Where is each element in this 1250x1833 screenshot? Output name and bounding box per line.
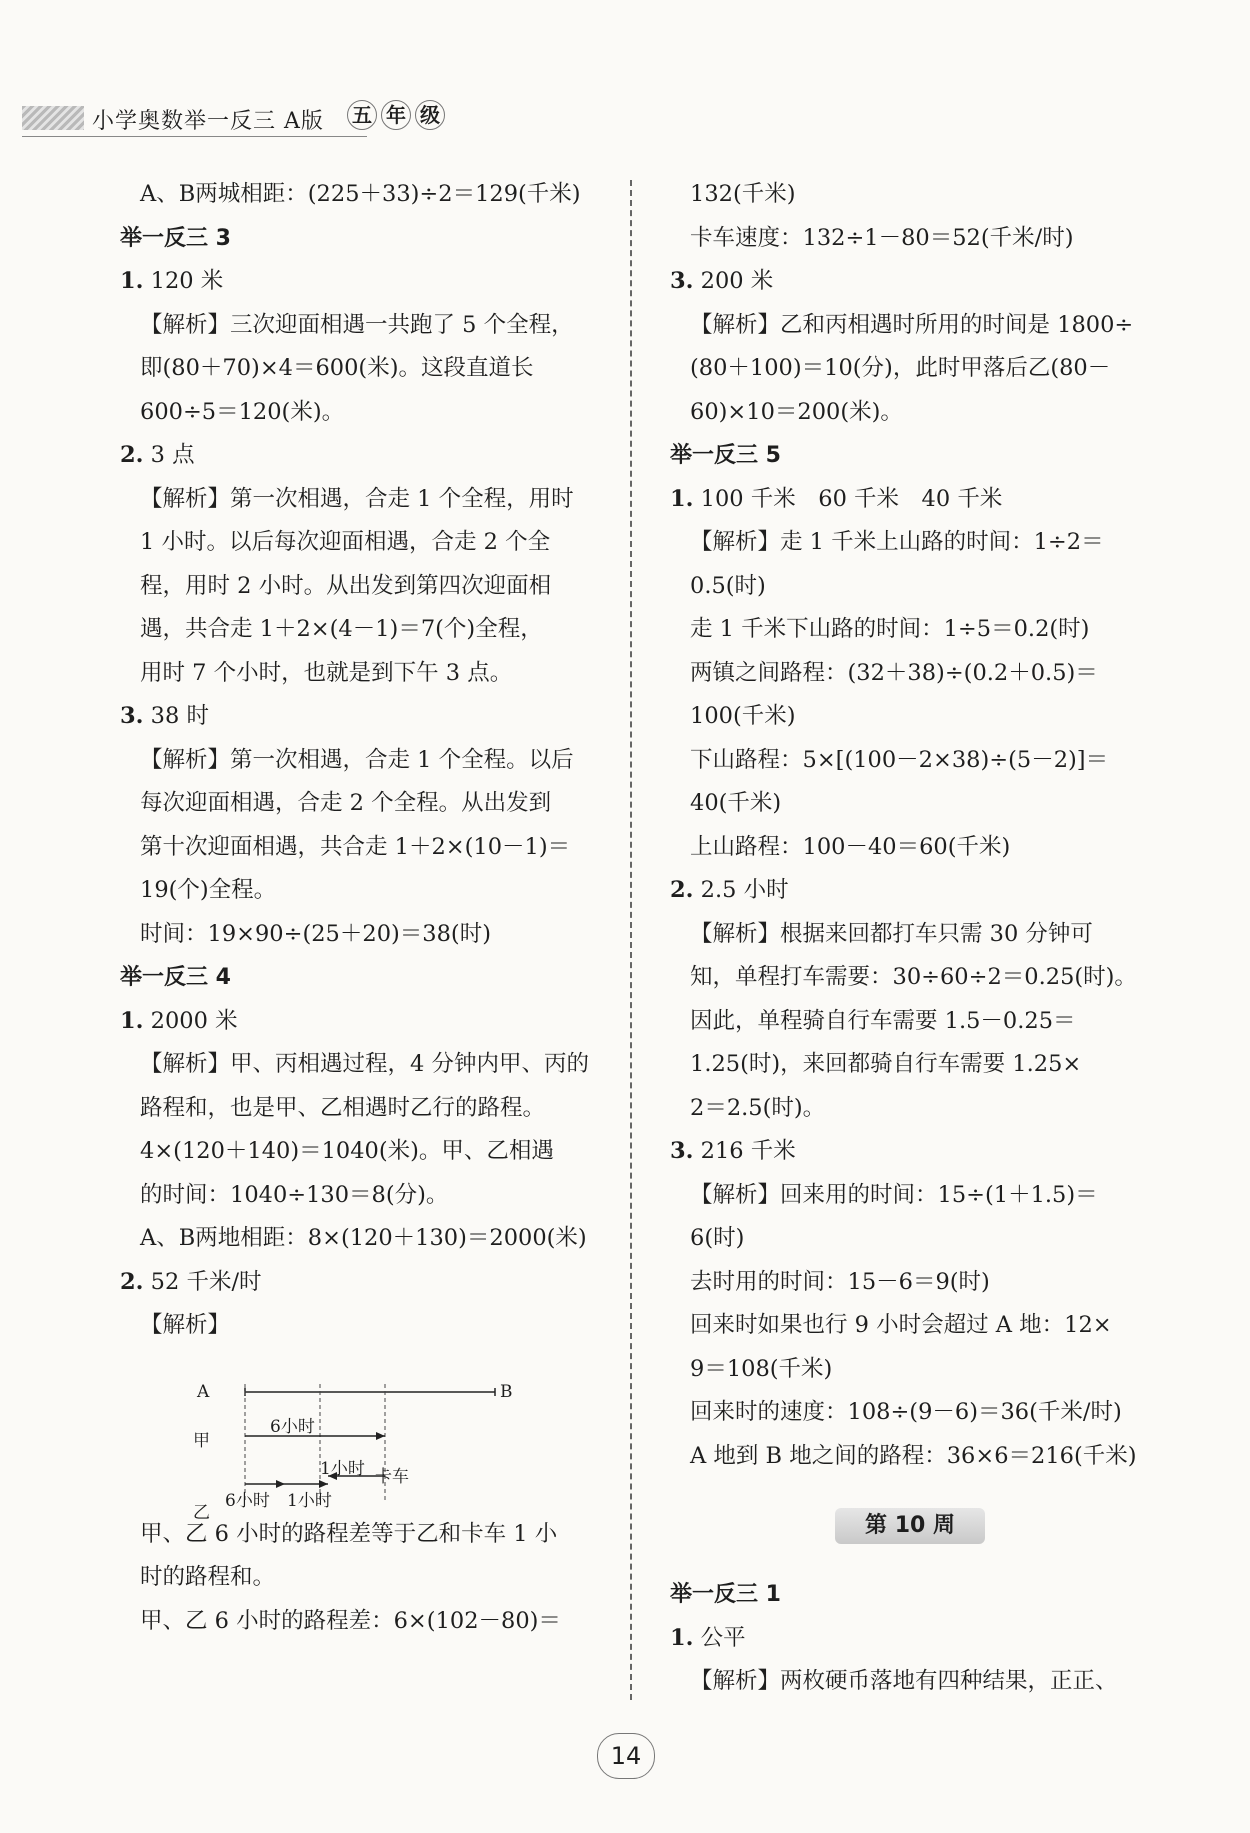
text-line: 上山路程：100－40＝60(千米)	[690, 833, 1011, 860]
answer-line	[670, 1617, 1155, 1661]
text-line: (80＋100)＝10(分)，此时甲落后乙(80－	[690, 355, 1111, 381]
page-number: 14	[597, 1733, 655, 1779]
text-line: 走 1 千米下山路的时间：1÷5＝0.2(时)	[690, 616, 1090, 642]
text-line: 【解析】	[140, 1312, 231, 1338]
text-line: 每次迎面相遇，合走 2 个全程。从出发到	[140, 790, 552, 816]
point-b-label: B	[500, 1382, 513, 1402]
section-heading: 举一反三 1	[670, 1582, 781, 1607]
text-line: 知，单程打车需要：30÷60÷2＝0.25(时)。	[690, 964, 1137, 990]
text-line: 去时用的时间：15－6＝9(时)	[690, 1268, 990, 1295]
text-line: 程，用时 2 小时。从出发到第四次迎面相	[140, 572, 552, 599]
answer-text: 3 点	[150, 442, 195, 468]
item-number: 3.	[670, 268, 694, 294]
text-line: 甲、乙 6 小时的路程差等于乙和卡车 1 小	[140, 1520, 558, 1547]
text-line: A 地到 B 地之间的路程：36×6＝216(千米)	[690, 1442, 1137, 1469]
answer-text: 216 千米	[700, 1138, 796, 1164]
right-column	[670, 173, 1155, 1704]
text-line: 40(千米)	[690, 790, 782, 816]
text-line: A、B两地相距：8×(120＋130)＝2000(米)	[140, 1225, 587, 1251]
text-line: 9＝108(千米)	[690, 1355, 833, 1382]
six-hours-label: 6小时	[270, 1417, 315, 1437]
book-title: 小学奥数举一反三 A版	[92, 109, 324, 134]
one-hour-label: 1小时	[287, 1491, 332, 1511]
answer-text: 2000 米	[150, 1007, 238, 1034]
answer-line	[670, 1130, 1155, 1174]
text-line: A、B两城相距：(225＋33)÷2＝129(千米)	[140, 181, 581, 207]
text-line: 路程和，也是甲、乙相遇时乙行的路程。	[140, 1094, 546, 1121]
grade-char: 级	[415, 100, 445, 130]
text-line: 遇，共合走 1＋2×(4－1)＝7(个)全程，	[140, 616, 543, 642]
text-line: 时的路程和。	[140, 1564, 276, 1590]
text-line: 【解析】根据来回都打车只需 30 分钟可	[690, 920, 1093, 947]
text-line: 0.5(时)	[690, 572, 766, 599]
answer-text: 200 米	[700, 268, 774, 294]
text-line: 回来时的速度：108÷(9－6)＝36(千米/时)	[690, 1399, 1122, 1425]
item-number: 1.	[670, 1624, 694, 1651]
text-line: 第十次迎面相遇，共合走 1＋2×(10－1)＝	[140, 833, 571, 860]
truck-label: 卡车	[375, 1467, 409, 1487]
answer-text: 38 时	[150, 703, 209, 729]
text-line: 4×(120＋140)＝1040(米)。甲、乙相遇	[140, 1138, 554, 1164]
text-line: 【解析】乙和丙相遇时所用的时间是 1800÷	[690, 311, 1134, 338]
answer-text: 2.5 小时	[700, 877, 789, 903]
text-line: 即(80＋70)×4＝600(米)。这段直道长	[140, 355, 534, 381]
answer-line	[670, 478, 1155, 522]
text-line: 19(个)全程。	[140, 877, 277, 903]
text-line: 因此，单程骑自行车需要 1.5－0.25＝	[690, 1007, 1076, 1034]
item-number: 1.	[120, 268, 144, 294]
text-line: 132(千米)	[690, 181, 796, 207]
answer-line	[670, 260, 1155, 304]
answer-line	[120, 434, 605, 478]
text-line: 6(时)	[690, 1225, 745, 1251]
week-badge: 第 10 周	[835, 1508, 985, 1544]
text-line: 甲、乙 6 小时的路程差：6×(102－80)＝	[140, 1607, 561, 1634]
answer-line	[120, 1261, 605, 1305]
text-line: 【解析】第一次相遇，合走 1 个全程。以后	[140, 746, 574, 773]
one-hour-label: 1小时	[320, 1459, 365, 1479]
answer-text: 52 千米/时	[150, 1268, 262, 1295]
six-hours-label: 6小时	[225, 1491, 270, 1511]
item-number: 1.	[120, 1007, 144, 1034]
yi-label: 乙	[193, 1503, 210, 1523]
answer-line	[670, 869, 1155, 913]
text-line: 60)×10＝200(米)。	[690, 398, 903, 425]
distance-diagram	[193, 1380, 535, 1523]
item-number: 3.	[670, 1138, 694, 1164]
text-line: 【解析】三次迎面相遇一共跑了 5 个全程，	[140, 311, 574, 338]
text-line: 【解析】走 1 千米上山路的时间：1÷2＝	[690, 529, 1104, 555]
point-a-label: A	[197, 1382, 210, 1402]
answer-text: 100 千米 60 千米 40 千米	[700, 485, 1003, 512]
item-number: 2.	[670, 877, 694, 903]
section-heading: 举一反三 5	[670, 443, 781, 468]
text-line: 1 小时。以后每次迎面相遇，合走 2 个全	[140, 529, 551, 555]
column-divider	[630, 180, 632, 1700]
text-line: 100(千米)	[690, 703, 796, 729]
item-number: 2.	[120, 1268, 144, 1295]
text-line: 回来时如果也行 9 小时会超过 A 地：12×	[690, 1312, 1112, 1338]
grade-label	[347, 100, 445, 130]
text-line: 【解析】回来用的时间：15÷(1＋1.5)＝	[690, 1181, 1098, 1208]
answer-text: 公平	[700, 1624, 746, 1651]
text-line: 的时间：1040÷130＝8(分)。	[140, 1181, 449, 1208]
item-number: 1.	[670, 485, 694, 512]
text-line: 两镇之间路程：(32＋38)÷(0.2＋0.5)＝	[690, 659, 1098, 686]
answer-line	[120, 260, 605, 304]
jia-label: 甲	[193, 1431, 210, 1451]
text-line: 用时 7 个小时，也就是到下午 3 点。	[140, 659, 513, 686]
text-line: 【解析】第一次相遇，合走 1 个全程，用时	[140, 485, 574, 512]
text-line: 时间：19×90÷(25＋20)＝38(时)	[140, 920, 491, 947]
page-header	[22, 100, 452, 140]
grade-char: 年	[381, 100, 411, 130]
answer-line	[120, 695, 605, 739]
text-line: 600÷5＝120(米)。	[140, 398, 345, 425]
header-decoration	[22, 106, 84, 130]
text-line: 1.25(时)，来回都骑自行车需要 1.25×	[690, 1051, 1082, 1077]
diagram-lines	[225, 1380, 535, 1520]
text-line: 2＝2.5(时)。	[690, 1094, 826, 1121]
text-line: 【解析】两枚硬币落地有四种结果，正正、	[690, 1668, 1118, 1694]
answer-text: 120 米	[150, 268, 224, 294]
item-number: 3.	[120, 703, 144, 729]
answer-line	[120, 1000, 605, 1044]
section-heading: 举一反三 3	[120, 225, 231, 251]
item-number: 2.	[120, 442, 144, 468]
text-line: 下山路程：5×[(100－2×38)÷(5－2)]＝	[690, 746, 1109, 773]
section-heading: 举一反三 4	[120, 965, 231, 990]
text-line: 【解析】甲、丙相遇过程，4 分钟内甲、丙的	[140, 1051, 589, 1077]
text-line: 卡车速度：132÷1－80＝52(千米/时)	[690, 224, 1074, 251]
header-rule	[22, 136, 367, 137]
grade-char: 五	[347, 100, 377, 130]
